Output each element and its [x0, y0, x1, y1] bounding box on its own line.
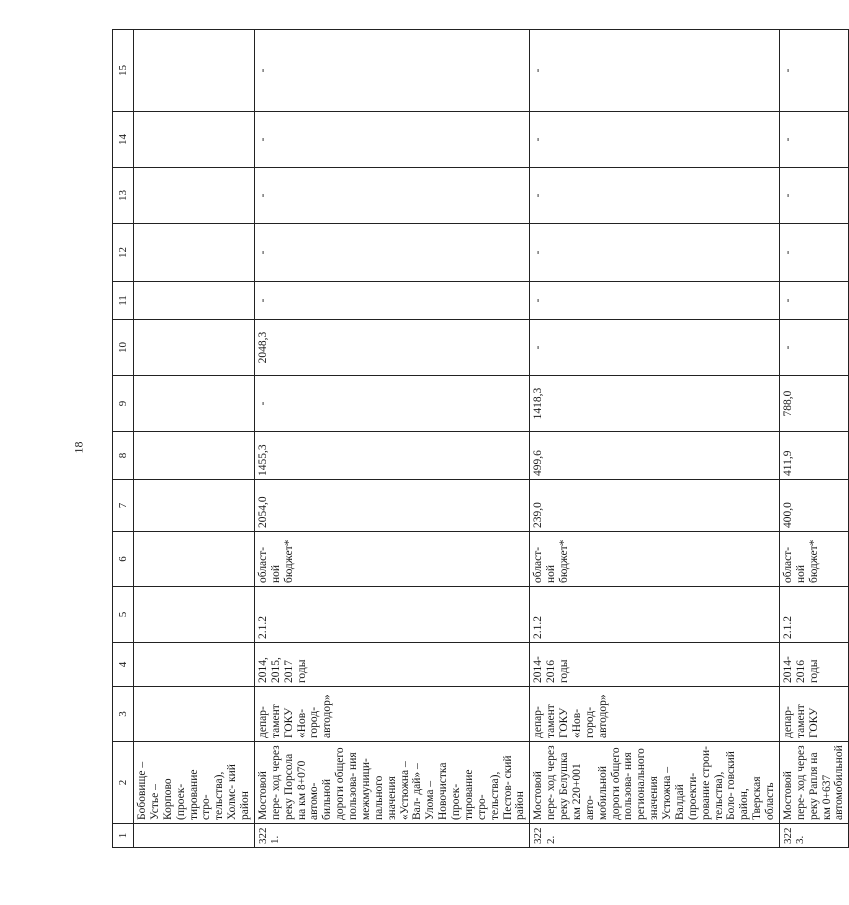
table-cell: 1418,3 [530, 376, 780, 432]
table-cell: област- ной бюджет* [530, 532, 780, 587]
table-cell: депар- тамент ГОКУ «Нов- город- автодор» [254, 687, 529, 742]
table-cell: 411,9 [779, 432, 848, 480]
table-cell: депар- тамент ГОКУ «Нов- город- автодор» [530, 687, 780, 742]
column-header: 2 [113, 742, 134, 824]
column-header: 8 [113, 432, 134, 480]
table-cell: 2.1.2 [530, 587, 780, 643]
table-cell: - [254, 224, 529, 282]
table-cell: 2.1.2 [779, 587, 848, 643]
table-cell: - [530, 168, 780, 224]
header-row [113, 30, 134, 848]
table-cell: 2014, 2015, 2017 годы [254, 643, 529, 687]
table-cell [134, 432, 255, 480]
table-cell [134, 112, 255, 168]
row-number-cell [134, 824, 255, 848]
table-cell: - [779, 224, 848, 282]
column-header: 4 [113, 643, 134, 687]
table-cell [134, 30, 255, 112]
column-header: 11 [113, 282, 134, 320]
column-header: 12 [113, 224, 134, 282]
table-cell: 2054,0 [254, 480, 529, 532]
page-number: 18 [71, 441, 86, 454]
table-cell [134, 168, 255, 224]
table-cell: - [779, 168, 848, 224]
column-header: 14 [113, 112, 134, 168]
table-cell: 1455,3 [254, 432, 529, 480]
table-cell: - [254, 112, 529, 168]
column-header: 13 [113, 168, 134, 224]
object-name-cell: Мостовой пере- ход через реку Порсола на км 8+070 автомо- бильной дороги общего пользова- ния межмуници- пального значения «Устюжна – Вал- дай» – Улома – Новочистка (проек- тирование стро- тельства), Пестов- ский район [254, 742, 529, 824]
column-header: 6 [113, 532, 134, 587]
table-cell [134, 376, 255, 432]
table-row [779, 30, 848, 848]
row-number-cell: 3221. [254, 824, 529, 848]
table-cell: 2.1.2 [254, 587, 529, 643]
table-cell [134, 532, 255, 587]
column-header: 9 [113, 376, 134, 432]
data-table [112, 29, 849, 848]
table-cell: 2014- 2016 годы [779, 643, 848, 687]
table-cell [134, 224, 255, 282]
table-cell: 239,0 [530, 480, 780, 532]
table-cell [134, 687, 255, 742]
column-header: 10 [113, 320, 134, 376]
column-header: 3 [113, 687, 134, 742]
table-cell: - [254, 282, 529, 320]
table-row [134, 30, 255, 848]
table-cell: област- ной бюджет* [779, 532, 848, 587]
table-cell: - [779, 282, 848, 320]
column-header: 1 [113, 824, 134, 848]
row-number-cell: 3222. [530, 824, 780, 848]
table-cell: - [254, 168, 529, 224]
table-cell: - [530, 320, 780, 376]
table-cell: 2014- 2016 годы [530, 643, 780, 687]
table-cell [134, 320, 255, 376]
row-number-cell: 3223. [779, 824, 848, 848]
table-cell: - [530, 224, 780, 282]
column-header: 15 [113, 30, 134, 112]
object-name-cell: Бобовище – Устье – Корпово (проек- тирование стро- тельства), Холмс- кий район [134, 742, 255, 824]
table-row [254, 30, 529, 848]
table-cell: - [530, 112, 780, 168]
table-cell: - [254, 30, 529, 112]
table-row [530, 30, 780, 848]
table-cell: област- ной бюджет* [254, 532, 529, 587]
table-cell: - [779, 112, 848, 168]
rotated-table-container [112, 30, 846, 848]
object-name-cell: Мостовой пере- ход через реку Белушка км 220+001 авто- мобильной дороги общего пользова- ния регионального значения Устюжна – Валдай (проекти- рование строи- тельства), Боло- говский район, Тверская область [530, 742, 780, 824]
column-header: 5 [113, 587, 134, 643]
object-name-cell: Мостовой пере- ход через реку Рапля на км 0+637 автомобильной [779, 742, 848, 824]
table-cell [134, 587, 255, 643]
table-cell: 788,0 [779, 376, 848, 432]
table-cell: - [530, 282, 780, 320]
column-header: 7 [113, 480, 134, 532]
table-cell: - [779, 30, 848, 112]
table-cell [134, 282, 255, 320]
table-cell: - [530, 30, 780, 112]
table-cell [134, 480, 255, 532]
table-cell: 400,0 [779, 480, 848, 532]
table-cell: - [779, 320, 848, 376]
table-cell: 499,6 [530, 432, 780, 480]
table-cell: депар- тамент ГОКУ [779, 687, 848, 742]
table-cell: 2048,3 [254, 320, 529, 376]
table-cell: - [254, 376, 529, 432]
table-cell [134, 643, 255, 687]
